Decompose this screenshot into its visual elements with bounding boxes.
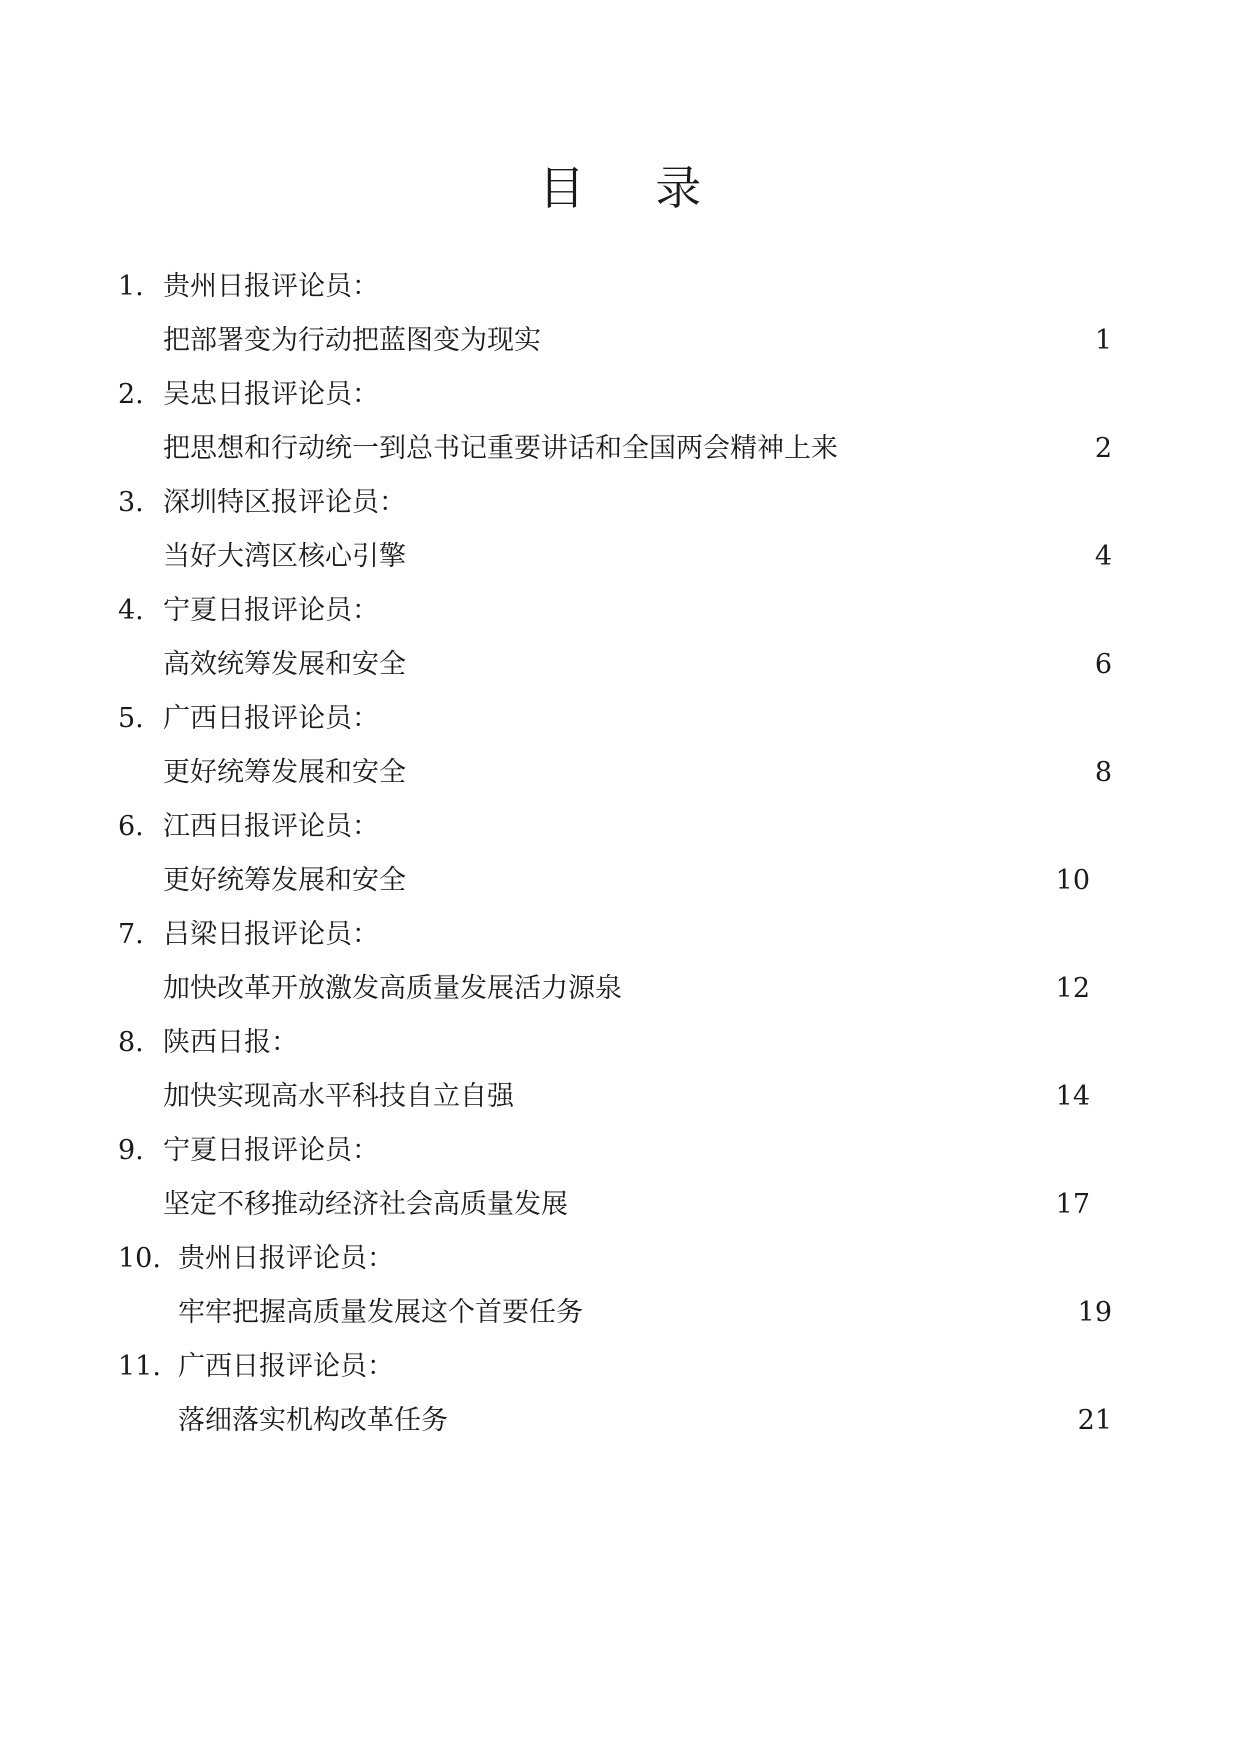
toc-entry-5[interactable] bbox=[0, 692, 1240, 800]
toc-entry-title[interactable]: 把部署变为行动把蓝图变为现实 bbox=[163, 325, 541, 356]
toc-entry-source: 广西日报评论员： bbox=[163, 703, 379, 734]
toc-entry-3[interactable] bbox=[0, 476, 1240, 584]
toc-entry-title[interactable]: 高效统筹发展和安全 bbox=[163, 649, 406, 680]
toc-entry-title[interactable]: 加快改革开放激发高质量发展活力源泉 bbox=[163, 973, 622, 1004]
toc-entry-title[interactable]: 把思想和行动统一到总书记重要讲话和全国两会精神上来 bbox=[163, 433, 838, 464]
toc-entry-page: 4 bbox=[1094, 541, 1112, 572]
toc-entry-source: 深圳特区报评论员： bbox=[163, 487, 406, 518]
toc-entry-page: 21 bbox=[1077, 1405, 1112, 1436]
toc-entry-number: 6. bbox=[118, 811, 144, 842]
toc-entry-7[interactable] bbox=[0, 908, 1240, 1016]
toc-entry-number: 1. bbox=[118, 271, 144, 302]
toc-entry-source: 江西日报评论员： bbox=[163, 811, 379, 842]
toc-entry-source: 广西日报评论员： bbox=[178, 1351, 394, 1382]
toc-entry-title[interactable]: 牢牢把握高质量发展这个首要任务 bbox=[178, 1297, 583, 1328]
toc-entry-number: 9. bbox=[118, 1135, 144, 1166]
toc-entry-9[interactable] bbox=[0, 1124, 1240, 1232]
toc-entry-number: 5. bbox=[118, 703, 144, 734]
toc-entry-page: 2 bbox=[1094, 433, 1112, 464]
toc-entry-source: 贵州日报评论员： bbox=[163, 271, 379, 302]
toc-entry-source: 贵州日报评论员： bbox=[178, 1243, 394, 1274]
page-title: 目 录 bbox=[538, 161, 730, 215]
toc-entry-title[interactable]: 更好统筹发展和安全 bbox=[163, 757, 406, 788]
toc-entry-source: 吴忠日报评论员： bbox=[163, 379, 379, 410]
toc-entry-page: 14 bbox=[1055, 1081, 1090, 1112]
toc-entry-10[interactable] bbox=[0, 1232, 1240, 1340]
toc-entry-1[interactable] bbox=[0, 260, 1240, 368]
toc-entry-page: 8 bbox=[1094, 757, 1112, 788]
toc-entry-title[interactable]: 落细落实机构改革任务 bbox=[178, 1405, 448, 1436]
toc-entry-source: 宁夏日报评论员： bbox=[163, 1135, 379, 1166]
toc-entry-source: 吕梁日报评论员： bbox=[163, 919, 379, 950]
toc-entry-title[interactable]: 坚定不移推动经济社会高质量发展 bbox=[163, 1189, 568, 1220]
toc-entry-page: 6 bbox=[1094, 649, 1112, 680]
toc-entry-page: 17 bbox=[1055, 1189, 1090, 1220]
toc-entry-number: 3. bbox=[118, 487, 144, 518]
toc-entry-4[interactable] bbox=[0, 584, 1240, 692]
toc-entry-title[interactable]: 加快实现高水平科技自立自强 bbox=[163, 1081, 514, 1112]
toc-entry-source: 陕西日报： bbox=[163, 1027, 298, 1058]
toc-entry-8[interactable] bbox=[0, 1016, 1240, 1124]
toc-entry-number: 10. bbox=[118, 1243, 161, 1274]
toc-entry-11[interactable] bbox=[0, 1340, 1240, 1448]
toc-entry-page: 10 bbox=[1055, 865, 1090, 896]
toc-entry-number: 8. bbox=[118, 1027, 144, 1058]
toc-entry-number: 4. bbox=[118, 595, 144, 626]
toc-entry-number: 2. bbox=[118, 379, 144, 410]
toc-entry-2[interactable] bbox=[0, 368, 1240, 476]
toc-entry-6[interactable] bbox=[0, 800, 1240, 908]
toc-entry-number: 11. bbox=[118, 1351, 161, 1382]
toc-entry-title[interactable]: 当好大湾区核心引擎 bbox=[163, 541, 406, 572]
table-of-contents bbox=[0, 260, 1240, 1448]
toc-entry-page: 12 bbox=[1055, 973, 1090, 1004]
toc-entry-page: 1 bbox=[1094, 325, 1112, 356]
toc-entry-title[interactable]: 更好统筹发展和安全 bbox=[163, 865, 406, 896]
toc-entry-source: 宁夏日报评论员： bbox=[163, 595, 379, 626]
toc-entry-number: 7. bbox=[118, 919, 144, 950]
toc-entry-page: 19 bbox=[1077, 1297, 1112, 1328]
